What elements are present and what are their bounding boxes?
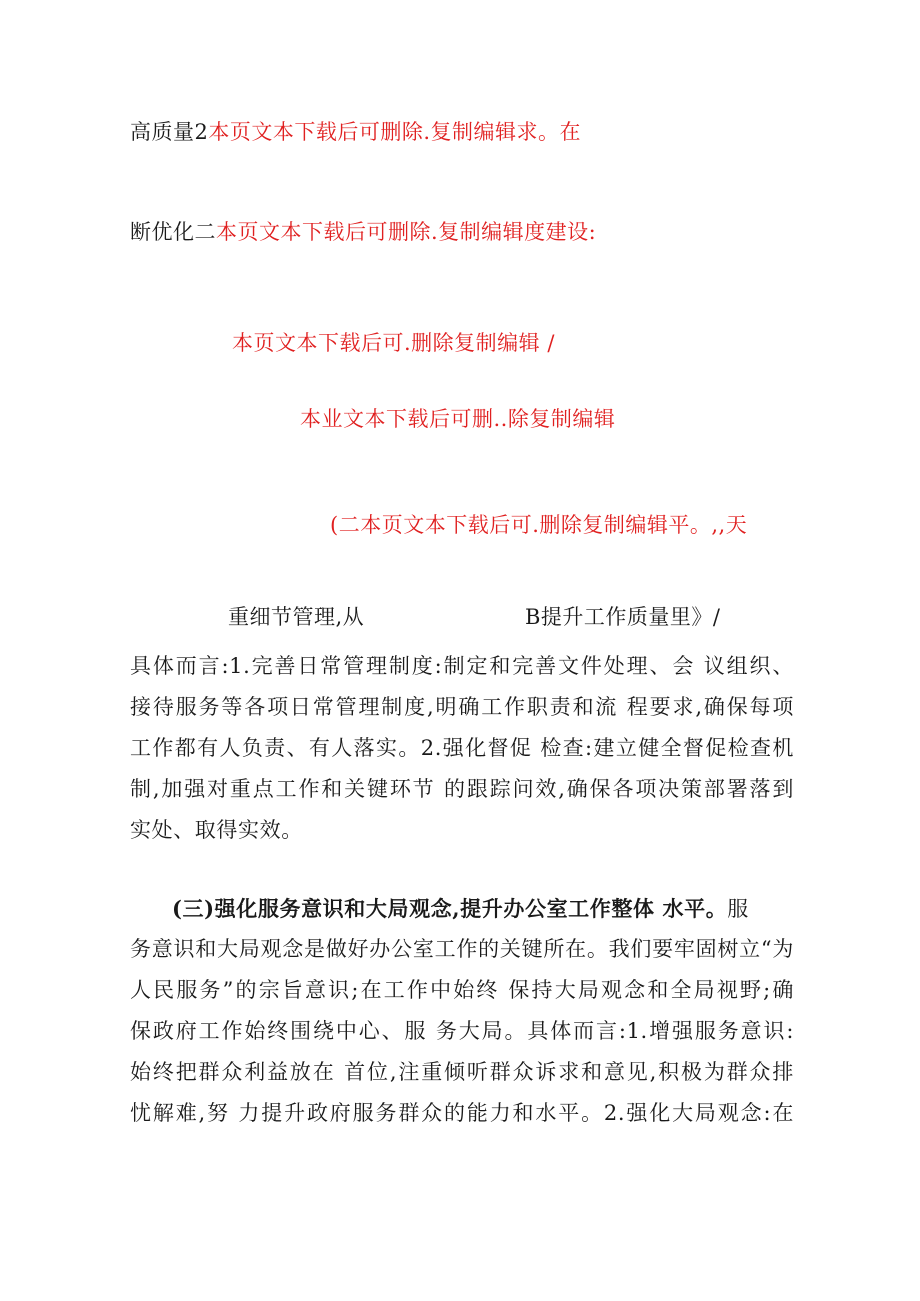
header-line-2-prefix: 断优化二 <box>130 220 216 244</box>
paragraph-1-line: 接待服务等各项日常管理制度,明确工作职责和流 程要求,确保每项 <box>130 695 794 719</box>
paragraph-2-line: 始终把群众利益放在 首位,注重倾听群众诉求和意见,积极为群众排 <box>130 1060 794 1084</box>
paragraph-1-line: 具体而言:1.完善日常管理制度:制定和完善文件处理、会 议组织、 <box>130 654 794 678</box>
header-line-1-watermark: 本页文本下载后可删除.复制编辑求。在 <box>208 120 582 144</box>
paragraph-2 <box>130 888 794 1134</box>
header-line-1-prefix: 高质量2 <box>130 120 209 144</box>
paragraph-2-line: 保政府工作始终围绕中心、服 务大局。具体而言:1.增强服务意识: <box>130 1019 794 1043</box>
paragraph-2-line: 忧解难,努 力提升政府服务群众的能力和水平。2.强化大局观念:在 <box>130 1101 794 1125</box>
section-heading-tail: 服 <box>727 897 749 921</box>
paragraph-2-line: 务意识和大局观念是做好办公室工作的关键所在。我们要牢固树立“为 <box>130 937 794 961</box>
paragraph-1-line: 制,加强对重点工作和关键环节 的跟踪问效,确保各项决策部署落到 <box>130 777 794 801</box>
paragraph-2-line: 人民服务”的宗旨意识;在工作中始终 保持大局观念和全局视野;确 <box>130 978 794 1002</box>
detail-line-right: B提升工作质量里》/ <box>525 605 721 629</box>
paragraph-1 <box>130 646 794 851</box>
header-line-2 <box>130 219 596 245</box>
paragraph-1-line: 工作都有人负责、有人落实。2.强化督促 检查:建立健全督促检查机 <box>130 736 794 760</box>
header-line-3: 本页文本下载后可.删除复制编辑 / <box>232 331 555 355</box>
section-heading: (三)强化服务意识和大局观念,提升办公室工作整体 水平。 <box>172 896 728 921</box>
paragraph-2-heading-row <box>130 888 794 929</box>
detail-line-left: 重细节管理,从 <box>228 605 365 629</box>
header-line-1 <box>130 119 581 145</box>
header-line-5: (二本页文本下载后可.删除复制编辑平。,,天 <box>330 513 748 537</box>
header-line-2-watermark: 本页文本下载后可删除.复制编辑度建设: <box>216 220 597 244</box>
paragraph-1-line: 实处、取得实效。 <box>130 818 303 842</box>
header-line-4: 本业文本下载后可删..除复制编辑 <box>300 407 616 431</box>
